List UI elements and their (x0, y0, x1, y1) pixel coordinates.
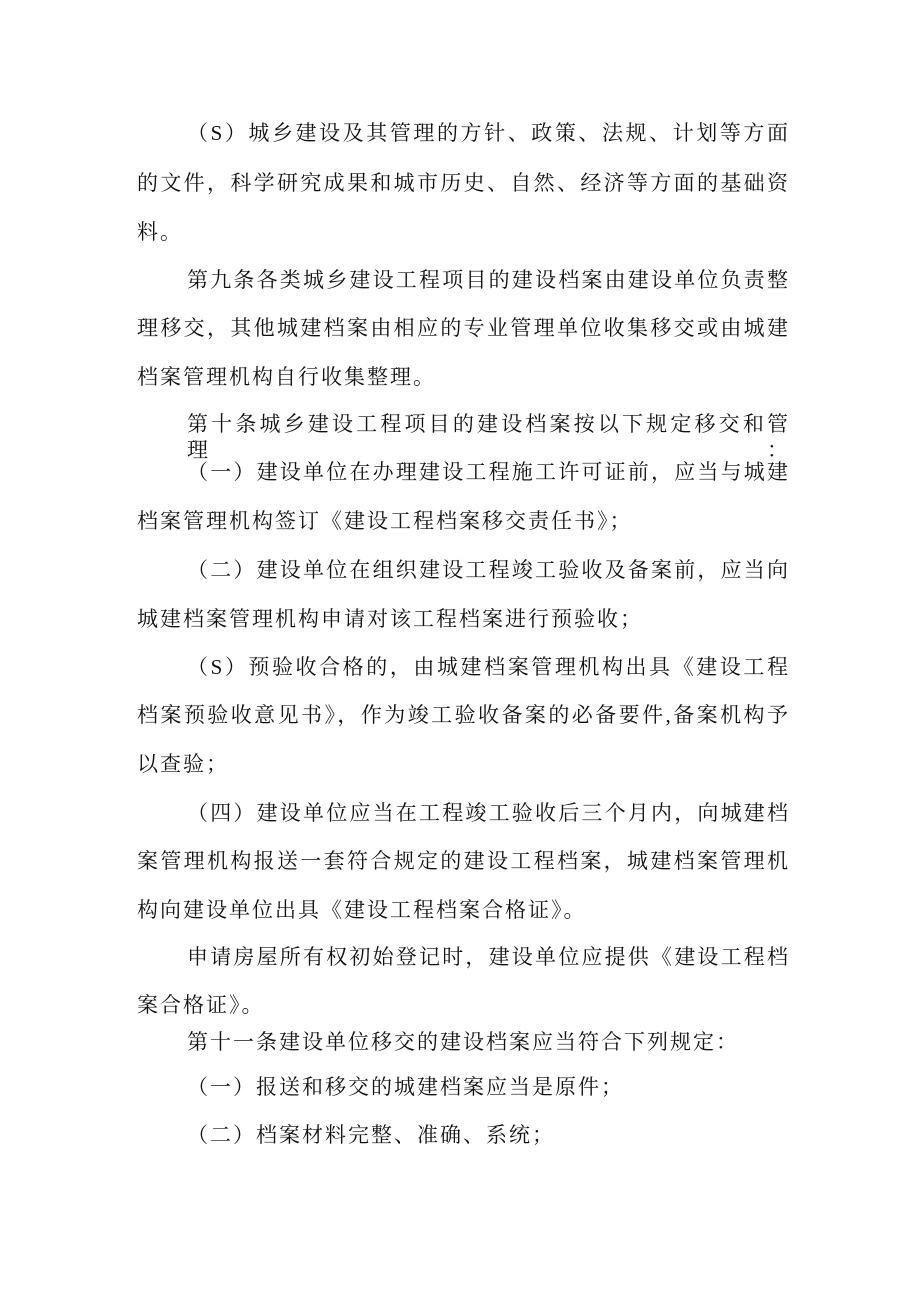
paragraph-line: 城建档案管理机构申请对该工程档案进行预验收； (137, 607, 643, 631)
paragraph-line: （一）建设单位在办理建设工程施工许可证前，应当与城建 (187, 460, 790, 484)
paragraph-line: （S）城乡建设及其管理的方针、政策、法规、计划等方面 (187, 121, 790, 145)
paragraph-line: 料。 (137, 220, 183, 244)
paragraph-line: （一）报送和移交的城建档案应当是原件； (187, 1075, 624, 1099)
paragraph-line: 第十一条建设单位移交的建设档案应当符合下列规定： (187, 1030, 739, 1054)
paragraph-line: 档案管理机构自行收集整理。 (137, 365, 436, 389)
paragraph-line: 第九条各类城乡建设工程项目的建设档案由建设单位负责整 (187, 268, 790, 292)
paragraph-line: （S）预验收合格的，由城建档案管理机构出具《建设工程 (187, 655, 790, 679)
paragraph-line: （二）建设单位在组织建设工程竣工验收及备案前，应当向 (187, 558, 790, 582)
paragraph-line: 第十条城乡建设工程项目的建设档案按以下规定移交和管理： (187, 412, 790, 462)
paragraph-line: 档案预验收意见书》，作为竣工验收备案的必备要件,备案机构予 (137, 703, 790, 727)
paragraph-line: 案管理机构报送一套符合规定的建设工程档案，城建档案管理机 (137, 849, 790, 873)
paragraph-line: （四）建设单位应当在工程竣工验收后三个月内，向城建档 (187, 801, 790, 825)
paragraph-line: （二）档案材料完整、准确、系统； (187, 1123, 555, 1147)
paragraph-line: 的文件，科学研究成果和城市历史、自然、经济等方面的基础资 (137, 171, 790, 195)
paragraph-line: 理移交，其他城建档案由相应的专业管理单位收集移交或由城建 (137, 316, 790, 340)
paragraph-line: 档案管理机构签订《建设工程档案移交责任书》； (137, 509, 633, 533)
paragraph-line: 构向建设单位出具《建设工程档案合格证》。 (137, 898, 587, 922)
paragraph-line: 以查验； (137, 752, 229, 776)
paragraph-line: 申请房屋所有权初始登记时，建设单位应提供《建设工程档 (187, 945, 790, 969)
paragraph-line: 案合格证》。 (137, 993, 265, 1017)
